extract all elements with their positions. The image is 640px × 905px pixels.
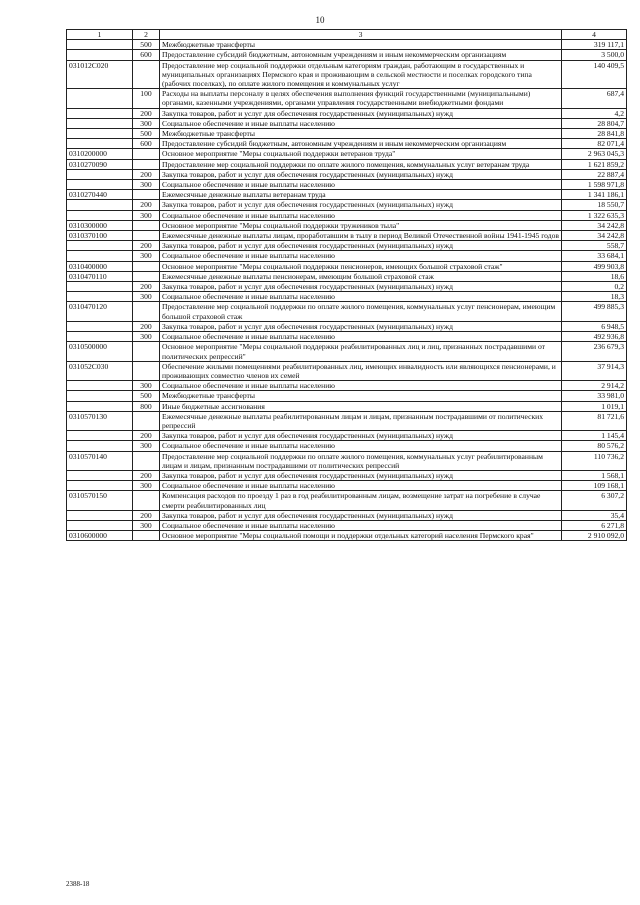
row-amount-cell: 82 071,4 bbox=[562, 139, 627, 149]
row-name-cell: Закупка товаров, работ и услуг для обеспечения государственных (муниципальных) нужд bbox=[160, 200, 562, 210]
row-expense-type-cell: 200 bbox=[133, 241, 160, 251]
row-name-cell: Основное мероприятие "Меры социальной поддержки ветеранов труда" bbox=[160, 149, 562, 159]
table-row bbox=[67, 302, 627, 321]
row-expense-type-cell: 300 bbox=[133, 180, 160, 190]
row-expense-type-cell: 800 bbox=[133, 401, 160, 411]
table-row bbox=[67, 411, 627, 430]
row-code-cell: 0310270090 bbox=[67, 159, 133, 169]
row-expense-type-cell: 300 bbox=[133, 118, 160, 128]
table-row bbox=[67, 180, 627, 190]
row-amount-cell: 37 914,3 bbox=[562, 361, 627, 380]
row-amount-cell: 0,2 bbox=[562, 282, 627, 292]
row-amount-cell: 236 679,3 bbox=[562, 342, 627, 361]
table-row bbox=[67, 159, 627, 169]
row-expense-type-cell: 300 bbox=[133, 332, 160, 342]
row-code-cell bbox=[67, 200, 133, 210]
table-row bbox=[67, 491, 627, 510]
row-code-cell: 0310300000 bbox=[67, 220, 133, 230]
row-expense-type-cell: 300 bbox=[133, 210, 160, 220]
row-code-cell: 0310400000 bbox=[67, 261, 133, 271]
row-expense-type-cell bbox=[133, 411, 160, 430]
row-name-cell: Предоставление мер социальной поддержки по оплате жилого помещения, коммунальных услуг реабилитированным лицам и лицам, признанным пострадавшими от политических репрессий bbox=[160, 451, 562, 470]
table-row bbox=[67, 361, 627, 380]
row-amount-cell: 110 736,2 bbox=[562, 451, 627, 470]
row-amount-cell: 28 804,7 bbox=[562, 118, 627, 128]
table-header-row bbox=[67, 30, 627, 40]
row-code-cell bbox=[67, 381, 133, 391]
row-amount-cell: 6 271,8 bbox=[562, 520, 627, 530]
row-code-cell: 0310200000 bbox=[67, 149, 133, 159]
row-code-cell bbox=[67, 118, 133, 128]
row-code-cell bbox=[67, 401, 133, 411]
row-expense-type-cell bbox=[133, 361, 160, 380]
row-expense-type-cell: 300 bbox=[133, 441, 160, 451]
table-row bbox=[67, 190, 627, 200]
row-amount-cell: 33 981,0 bbox=[562, 391, 627, 401]
row-expense-type-cell: 200 bbox=[133, 510, 160, 520]
header-col-2: 2 bbox=[133, 30, 160, 40]
row-code-cell: 031012С020 bbox=[67, 60, 133, 89]
row-code-cell bbox=[67, 510, 133, 520]
row-amount-cell: 1 019,1 bbox=[562, 401, 627, 411]
row-expense-type-cell bbox=[133, 149, 160, 159]
row-amount-cell: 2 910 092,0 bbox=[562, 531, 627, 541]
row-code-cell: 0310470120 bbox=[67, 302, 133, 321]
row-amount-cell: 28 841,8 bbox=[562, 129, 627, 139]
row-code-cell bbox=[67, 292, 133, 302]
table-row bbox=[67, 220, 627, 230]
table-row bbox=[67, 129, 627, 139]
row-amount-cell: 18,3 bbox=[562, 292, 627, 302]
table-row bbox=[67, 451, 627, 470]
row-expense-type-cell: 100 bbox=[133, 89, 160, 108]
row-amount-cell: 499 903,8 bbox=[562, 261, 627, 271]
row-code-cell bbox=[67, 321, 133, 331]
row-expense-type-cell: 200 bbox=[133, 282, 160, 292]
row-amount-cell: 35,4 bbox=[562, 510, 627, 520]
table-row bbox=[67, 231, 627, 241]
table-row bbox=[67, 40, 627, 50]
row-code-cell: 0310570130 bbox=[67, 411, 133, 430]
row-name-cell: Межбюджетные трансферты bbox=[160, 391, 562, 401]
row-amount-cell: 2 914,2 bbox=[562, 381, 627, 391]
row-expense-type-cell bbox=[133, 491, 160, 510]
table-body bbox=[67, 40, 627, 541]
row-expense-type-cell bbox=[133, 60, 160, 89]
row-code-cell bbox=[67, 251, 133, 261]
row-code-cell bbox=[67, 441, 133, 451]
row-code-cell bbox=[67, 40, 133, 50]
table-row bbox=[67, 332, 627, 342]
row-code-cell bbox=[67, 108, 133, 118]
row-name-cell: Социальное обеспечение и иные выплаты населению bbox=[160, 251, 562, 261]
row-code-cell: 0310570150 bbox=[67, 491, 133, 510]
row-expense-type-cell: 200 bbox=[133, 431, 160, 441]
row-amount-cell: 319 117,1 bbox=[562, 40, 627, 50]
row-amount-cell: 33 684,1 bbox=[562, 251, 627, 261]
row-expense-type-cell bbox=[133, 271, 160, 281]
row-expense-type-cell: 200 bbox=[133, 200, 160, 210]
row-expense-type-cell: 500 bbox=[133, 40, 160, 50]
row-name-cell: Межбюджетные трансферты bbox=[160, 40, 562, 50]
row-name-cell: Социальное обеспечение и иные выплаты населению bbox=[160, 381, 562, 391]
row-name-cell: Закупка товаров, работ и услуг для обеспечения государственных (муниципальных) нужд bbox=[160, 169, 562, 179]
row-name-cell: Предоставление мер социальной поддержки по оплате жилого помещения, коммунальных услуг ветеранам труда bbox=[160, 159, 562, 169]
row-code-cell bbox=[67, 470, 133, 480]
row-amount-cell: 34 242,8 bbox=[562, 231, 627, 241]
row-name-cell: Ежемесячные денежные выплаты лицам, проработавшим в тылу в период Великой Отечественной войны 1941-1945 годов bbox=[160, 231, 562, 241]
table-row bbox=[67, 60, 627, 89]
row-name-cell: Ежемесячные денежные выплаты реабилитированным лицам и лицам, признанным пострадавшими от политических репрессий bbox=[160, 411, 562, 430]
table-row bbox=[67, 431, 627, 441]
row-code-cell bbox=[67, 282, 133, 292]
budget-table bbox=[66, 29, 627, 541]
row-name-cell: Основное мероприятие "Меры социальной поддержки пенсионеров, имеющих большой страховой стаж" bbox=[160, 261, 562, 271]
row-code-cell bbox=[67, 169, 133, 179]
row-expense-type-cell bbox=[133, 220, 160, 230]
row-code-cell bbox=[67, 129, 133, 139]
row-amount-cell: 1 598 971,8 bbox=[562, 180, 627, 190]
row-name-cell: Закупка товаров, работ и услуг для обеспечения государственных (муниципальных) нужд bbox=[160, 108, 562, 118]
row-code-cell bbox=[67, 210, 133, 220]
page-number: 10 bbox=[315, 15, 325, 25]
table-row bbox=[67, 261, 627, 271]
row-name-cell: Основное мероприятие "Меры социальной поддержки тружеников тыла" bbox=[160, 220, 562, 230]
row-amount-cell: 1 341 186,1 bbox=[562, 190, 627, 200]
row-code-cell bbox=[67, 431, 133, 441]
row-amount-cell: 1 568,1 bbox=[562, 470, 627, 480]
row-name-cell: Обеспечение жилыми помещениями реабилитированных лиц, имеющих инвалидность или являющихся пенсионерами, и проживающих совместно членов их семей bbox=[160, 361, 562, 380]
row-name-cell: Предоставление мер социальной поддержки отдельным категориям граждан, работающим в государственных и муниципальных организациях Пермского края и проживающим в сельской местности и поселках городского типа (рабочих поселках), по оплате жилого помещения и коммунальных услуг bbox=[160, 60, 562, 89]
row-amount-cell: 558,7 bbox=[562, 241, 627, 251]
table-row bbox=[67, 520, 627, 530]
row-expense-type-cell: 200 bbox=[133, 470, 160, 480]
row-expense-type-cell bbox=[133, 159, 160, 169]
row-expense-type-cell: 200 bbox=[133, 321, 160, 331]
row-name-cell: Социальное обеспечение и иные выплаты населению bbox=[160, 481, 562, 491]
table-row bbox=[67, 241, 627, 251]
row-code-cell bbox=[67, 50, 133, 60]
table-row bbox=[67, 118, 627, 128]
row-name-cell: Закупка товаров, работ и услуг для обеспечения государственных (муниципальных) нужд bbox=[160, 241, 562, 251]
table-row bbox=[67, 381, 627, 391]
table-row bbox=[67, 169, 627, 179]
table-row bbox=[67, 531, 627, 541]
table-row bbox=[67, 441, 627, 451]
table-row bbox=[67, 251, 627, 261]
row-expense-type-cell bbox=[133, 231, 160, 241]
row-expense-type-cell bbox=[133, 531, 160, 541]
row-name-cell: Основное мероприятие "Меры социальной поддержки реабилитированных лиц и лиц, признанных пострадавшими от политических репрессий" bbox=[160, 342, 562, 361]
row-expense-type-cell bbox=[133, 451, 160, 470]
row-name-cell: Закупка товаров, работ и услуг для обеспечения государственных (муниципальных) нужд bbox=[160, 282, 562, 292]
table-row bbox=[67, 470, 627, 480]
row-name-cell: Социальное обеспечение и иные выплаты населению bbox=[160, 292, 562, 302]
row-amount-cell: 81 721,6 bbox=[562, 411, 627, 430]
row-amount-cell: 687,4 bbox=[562, 89, 627, 108]
row-expense-type-cell bbox=[133, 190, 160, 200]
header-col-4: 4 bbox=[562, 30, 627, 40]
row-code-cell: 0310570140 bbox=[67, 451, 133, 470]
row-name-cell: Иные бюджетные ассигнования bbox=[160, 401, 562, 411]
row-name-cell: Закупка товаров, работ и услуг для обеспечения государственных (муниципальных) нужд bbox=[160, 321, 562, 331]
row-amount-cell: 34 242,8 bbox=[562, 220, 627, 230]
table-row bbox=[67, 200, 627, 210]
row-amount-cell: 109 168,1 bbox=[562, 481, 627, 491]
row-amount-cell: 18 550,7 bbox=[562, 200, 627, 210]
row-amount-cell: 22 887,4 bbox=[562, 169, 627, 179]
row-name-cell: Расходы на выплаты персоналу в целях обеспечения выполнения функций государственными (муниципальными) органами, казенными учреждениями, органами управления государственными внебюджетными фондами bbox=[160, 89, 562, 108]
row-expense-type-cell: 300 bbox=[133, 381, 160, 391]
row-amount-cell: 6 307,2 bbox=[562, 491, 627, 510]
row-code-cell: 0310370100 bbox=[67, 231, 133, 241]
table-row bbox=[67, 50, 627, 60]
row-code-cell bbox=[67, 520, 133, 530]
row-name-cell: Социальное обеспечение и иные выплаты населению bbox=[160, 118, 562, 128]
table-row bbox=[67, 401, 627, 411]
table-row bbox=[67, 510, 627, 520]
row-expense-type-cell: 300 bbox=[133, 520, 160, 530]
row-amount-cell: 1 322 635,3 bbox=[562, 210, 627, 220]
row-name-cell: Закупка товаров, работ и услуг для обеспечения государственных (муниципальных) нужд bbox=[160, 431, 562, 441]
row-name-cell: Ежемесячные денежные выплаты пенсионерам, имеющим большой страховой стаж bbox=[160, 271, 562, 281]
row-name-cell: Межбюджетные трансферты bbox=[160, 129, 562, 139]
table-row bbox=[67, 481, 627, 491]
table-row bbox=[67, 139, 627, 149]
row-name-cell: Закупка товаров, работ и услуг для обеспечения государственных (муниципальных) нужд bbox=[160, 470, 562, 480]
header-col-3: 3 bbox=[160, 30, 562, 40]
row-expense-type-cell bbox=[133, 342, 160, 361]
row-expense-type-cell: 500 bbox=[133, 129, 160, 139]
table-row bbox=[67, 321, 627, 331]
row-amount-cell: 140 409,5 bbox=[562, 60, 627, 89]
table-row bbox=[67, 342, 627, 361]
row-expense-type-cell: 200 bbox=[133, 108, 160, 118]
row-expense-type-cell: 300 bbox=[133, 481, 160, 491]
row-amount-cell: 3 500,0 bbox=[562, 50, 627, 60]
row-code-cell: 0310470110 bbox=[67, 271, 133, 281]
row-amount-cell: 1 145,4 bbox=[562, 431, 627, 441]
row-code-cell bbox=[67, 139, 133, 149]
row-code-cell bbox=[67, 180, 133, 190]
row-expense-type-cell: 600 bbox=[133, 139, 160, 149]
row-name-cell: Закупка товаров, работ и услуг для обеспечения государственных (муниципальных) нужд bbox=[160, 510, 562, 520]
row-name-cell: Социальное обеспечение и иные выплаты населению bbox=[160, 441, 562, 451]
row-expense-type-cell: 300 bbox=[133, 292, 160, 302]
row-name-cell: Социальное обеспечение и иные выплаты населению bbox=[160, 520, 562, 530]
row-expense-type-cell: 300 bbox=[133, 251, 160, 261]
row-code-cell: 0310500000 bbox=[67, 342, 133, 361]
row-amount-cell: 1 621 859,2 bbox=[562, 159, 627, 169]
row-code-cell bbox=[67, 332, 133, 342]
table-row bbox=[67, 292, 627, 302]
row-name-cell: Основное мероприятие "Меры социальной помощи и поддержки отдельных категорий населения Пермского края" bbox=[160, 531, 562, 541]
row-code-cell bbox=[67, 89, 133, 108]
row-amount-cell: 4,2 bbox=[562, 108, 627, 118]
table-row bbox=[67, 271, 627, 281]
row-name-cell: Социальное обеспечение и иные выплаты населению bbox=[160, 180, 562, 190]
row-code-cell bbox=[67, 391, 133, 401]
row-amount-cell: 499 885,3 bbox=[562, 302, 627, 321]
row-amount-cell: 6 948,5 bbox=[562, 321, 627, 331]
table-row bbox=[67, 282, 627, 292]
row-code-cell: 031052С030 bbox=[67, 361, 133, 380]
row-amount-cell: 492 936,8 bbox=[562, 332, 627, 342]
row-amount-cell: 80 576,2 bbox=[562, 441, 627, 451]
row-name-cell: Предоставление субсидий бюджетным, автономным учреждениям и иным некоммерческим организациям bbox=[160, 50, 562, 60]
row-code-cell: 0310270440 bbox=[67, 190, 133, 200]
table-row bbox=[67, 391, 627, 401]
table-row bbox=[67, 149, 627, 159]
footer-document-code: 2388-18 bbox=[66, 880, 90, 888]
table-row bbox=[67, 210, 627, 220]
table-row bbox=[67, 89, 627, 108]
row-name-cell: Социальное обеспечение и иные выплаты населению bbox=[160, 332, 562, 342]
row-amount-cell: 18,6 bbox=[562, 271, 627, 281]
row-name-cell: Компенсация расходов по проезду 1 раз в год реабилитированным лицам, возмещение затрат на погребение в случае смерти реабилитированных лиц bbox=[160, 491, 562, 510]
row-name-cell: Социальное обеспечение и иные выплаты населению bbox=[160, 210, 562, 220]
row-name-cell: Ежемесячные денежные выплаты ветеранам труда bbox=[160, 190, 562, 200]
row-code-cell bbox=[67, 481, 133, 491]
row-code-cell: 0310600000 bbox=[67, 531, 133, 541]
row-expense-type-cell: 600 bbox=[133, 50, 160, 60]
header-col-1: 1 bbox=[67, 30, 133, 40]
row-expense-type-cell: 500 bbox=[133, 391, 160, 401]
row-expense-type-cell: 200 bbox=[133, 169, 160, 179]
row-name-cell: Предоставление мер социальной поддержки по оплате жилого помещения, коммунальных услуг пенсионерам, имеющим большой страховой стаж bbox=[160, 302, 562, 321]
row-amount-cell: 2 963 045,3 bbox=[562, 149, 627, 159]
row-name-cell: Предоставление субсидий бюджетным, автономным учреждениям и иным некоммерческим организациям bbox=[160, 139, 562, 149]
row-expense-type-cell bbox=[133, 302, 160, 321]
row-expense-type-cell bbox=[133, 261, 160, 271]
table-row bbox=[67, 108, 627, 118]
row-code-cell bbox=[67, 241, 133, 251]
